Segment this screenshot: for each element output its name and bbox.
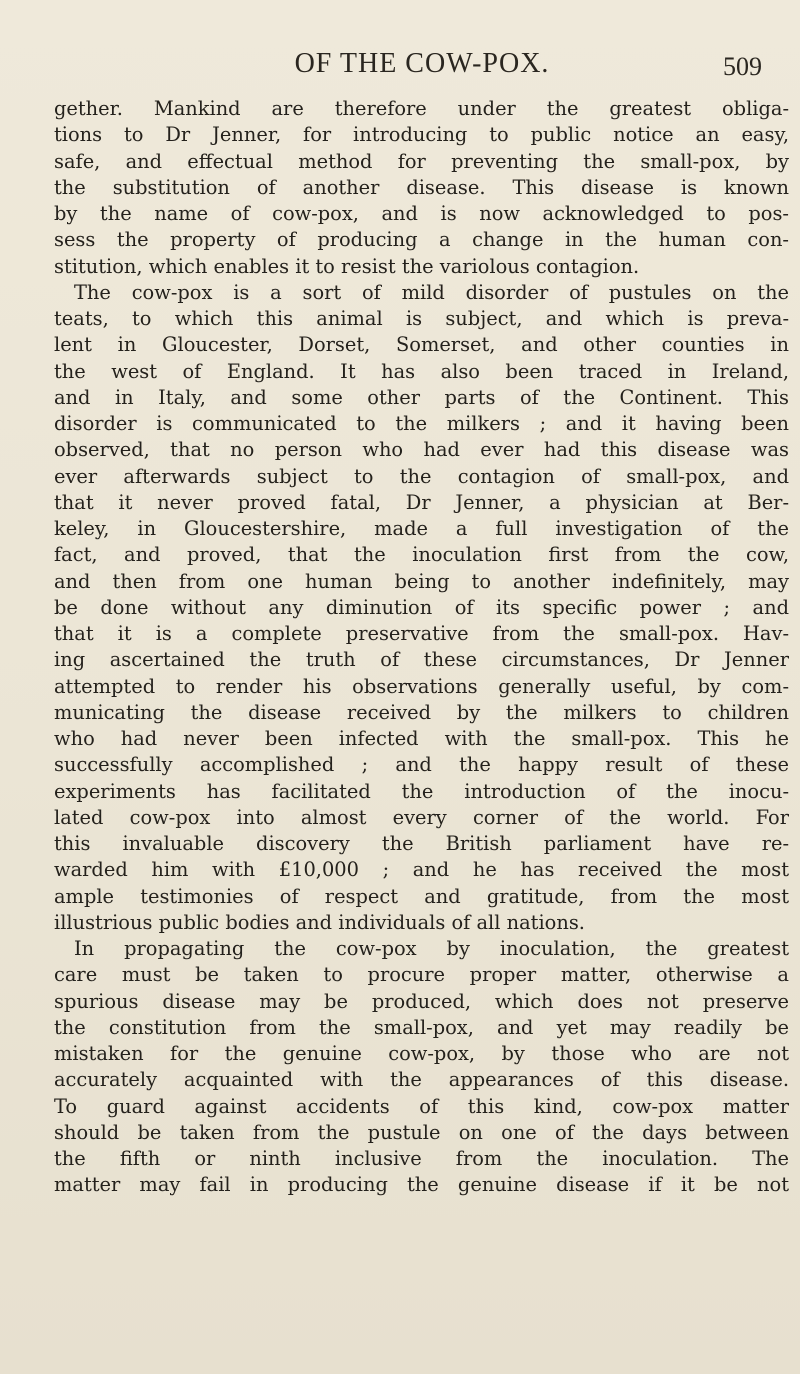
text-line: matter may fail in producing the genuine disease if it be not — [54, 1173, 789, 1197]
page-number: 509 — [723, 52, 762, 81]
running-head — [82, 48, 762, 88]
text-line: mistaken for the genuine cow-pox, by those who are not — [54, 1042, 789, 1065]
text-line: successfully accomplished ; and the happy result of these — [54, 753, 789, 777]
text-line: ing ascertained the truth of these circumstances, Dr Jenner — [54, 648, 789, 672]
text-line: fact, and proved, that the inoculation first from the cow, — [54, 543, 789, 567]
text-line: be done without any diminution of its specific power ; and — [54, 595, 789, 619]
text-line: by the name of cow-pox, and is now acknowledged to pos- — [54, 202, 789, 225]
text-line: this invaluable discovery the British parliament have re- — [54, 832, 789, 855]
text-line: ample testimonies of respect and gratitude, from the most — [54, 884, 789, 908]
text-line: teats, to which this animal is subject, and which is preva- — [54, 307, 789, 330]
text-line: and then from one human being to another indefinitely, may — [54, 569, 789, 593]
text-line: disorder is communicated to the milkers ; and it having been — [54, 412, 789, 435]
text-line: the west of England. It has also been traced in Ireland, — [54, 359, 789, 383]
text-line: and in Italy, and some other parts of the Continent. This — [54, 385, 789, 409]
text-line: gether. Mankind are therefore under the greatest obliga- — [54, 97, 789, 120]
text-line: lated cow-pox into almost every corner of the world. For — [54, 805, 789, 829]
text-line: safe, and effectual method for preventing the small-pox, by — [54, 149, 789, 173]
text-line: the fifth or ninth inclusive from the inoculation. The — [54, 1147, 789, 1170]
text-line: should be taken from the pustule on one of the days between — [54, 1120, 789, 1144]
text-line: tions to Dr Jenner, for introducing to public notice an easy, — [54, 123, 789, 147]
text-line: the substitution of another disease. This disease is known — [54, 175, 789, 199]
text-line: the constitution from the small-pox, and yet may readily be — [54, 1015, 789, 1039]
text-line: accurately acquainted with the appearances of this disease. — [54, 1068, 789, 1092]
text-line: warded him with £10,000 ; and he has received the most — [54, 858, 789, 882]
paragraph-start-line: In propagating the cow-pox by inoculation, the greatest — [74, 937, 789, 960]
text-line: that it never proved fatal, Dr Jenner, a physician at Ber- — [54, 490, 789, 514]
text-line: that it is a complete preservative from the small-pox. Hav- — [54, 622, 789, 645]
text-line: observed, that no person who had ever had this disease was — [54, 438, 789, 462]
running-title: OF THE COW-POX. — [294, 48, 550, 79]
text-line: ever afterwards subject to the contagion of small-pox, and — [54, 464, 789, 488]
text-line: keley, in Gloucestershire, made a full investigation of the — [54, 517, 789, 540]
text-line: who had never been infected with the small-pox. This he — [54, 727, 789, 750]
text-line: illustrious public bodies and individuals of all nations. — [54, 910, 585, 934]
text-line: attempted to render his observations generally useful, by com- — [54, 674, 789, 698]
text-line: lent in Gloucester, Dorset, Somerset, and other counties in — [54, 333, 789, 357]
text-line: To guard against accidents of this kind, cow-pox matter — [54, 1094, 789, 1118]
text-line: municating the disease received by the milkers to children — [54, 700, 789, 724]
text-line: spurious disease may be produced, which does not preserve — [54, 989, 789, 1013]
text-line: stitution, which enables it to resist the variolous contagion. — [54, 254, 640, 278]
body-text — [54, 96, 789, 1199]
text-line: care must be taken to procure proper matter, otherwise a — [54, 963, 789, 987]
text-line: experiments has facilitated the introduction of the inocu- — [54, 779, 789, 803]
text-line: sess the property of producing a change in the human con- — [54, 228, 789, 252]
paragraph-start-line: The cow-pox is a sort of mild disorder of pustules on the — [74, 280, 789, 304]
